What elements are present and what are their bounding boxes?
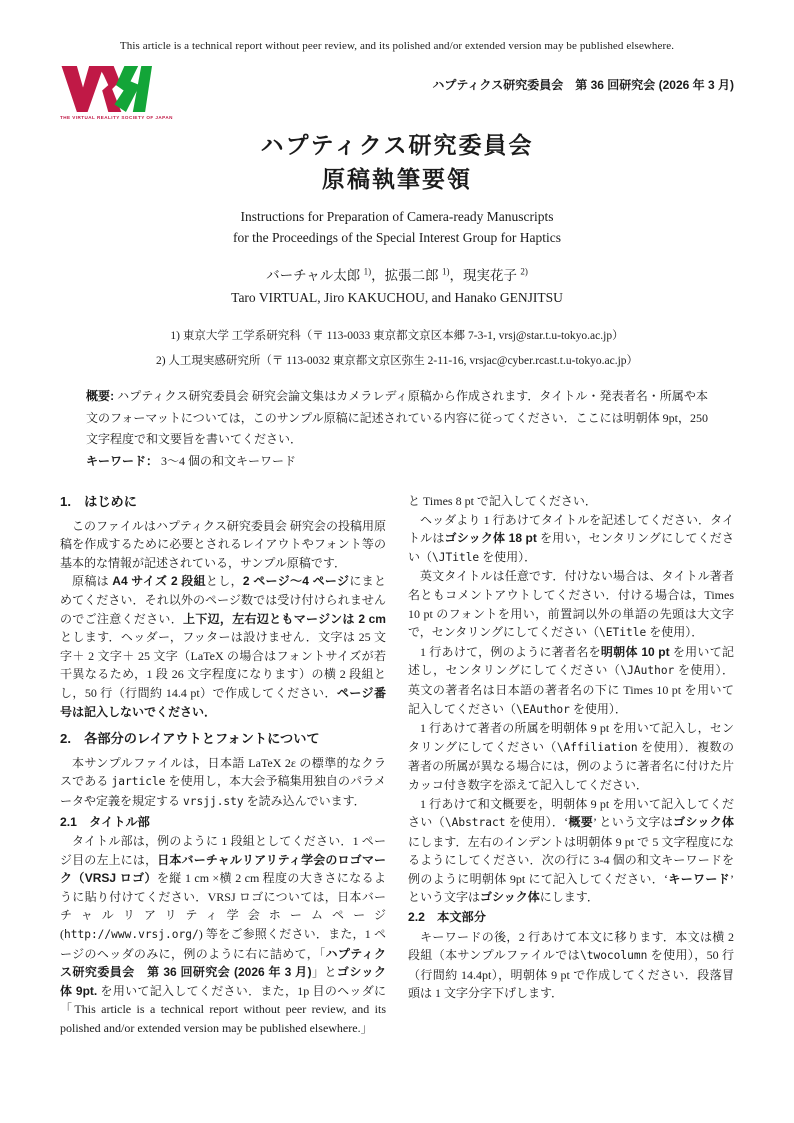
paragraph: 原稿は A4 サイズ 2 段組とし，2 ページ〜4 ページにまとめてください．それ以外のページ数では受け付けられませんのでご注意ください．上下辺，左右辺ともマージンは 2 cm とします．ヘッダー，フッターは設けません．文字は 25 文字＋ 2 文字＋ 25 文字（LaTeX の場合はフォントサイズが若干異なるため，1 段 26 文字程度になります）の横 2 段組とし，50 行（行間約 14.4 pt）で作成してください．ページ番号は記入しないでください． bbox=[60, 574, 386, 719]
english-title-line1: Instructions for Preparation of Camera-ready Manuscripts bbox=[240, 209, 554, 224]
affiliation-line-2: 2) 人工現実感研究所（〒 113-0032 東京都文京区弥生 2-11-16, vrsjac@cyber.rcast.t.u-tokyo.ac.jp） bbox=[155, 355, 639, 367]
paragraph: タイトル部は，例のように 1 段組としてください．1 ページ目の左上には，日本バーチャルリアリティ学会のロゴマーク（VRSJ ロゴ）を縦 1 cm ×横 2 cm 程度の大きさになるように貼り付けてください．VRSJ ロゴについては，日本バーチャルリアリティ学会ホームページ (http://www.vrsj.org/) 等をご参照ください．また，1 ページのヘッダのみに，例のように右に詰めて，「ハプティクス研究委員会 第 36 回研究会 (2026 年 3 月)」とゴシック体 9pt. を用いて記入してください．また，1p 目のヘッダに「This article is a technical report without peer review, and its polished and/or extended version may be published elsewhere.」 bbox=[60, 834, 387, 1036]
header-row bbox=[60, 64, 734, 120]
logo-v-shape bbox=[62, 66, 104, 112]
vrsj-logo-caption: THE VIRTUAL REALITY SOCIETY OF JAPAN bbox=[60, 115, 173, 120]
paragraph: ヘッダより 1 行あけてタイトルを記述してください．タイトルはゴシック体 18 pt を用い，センタリングにしてください（\JTitle を使用）． bbox=[408, 512, 734, 564]
abstract-body: 概要: ハプティクス研究委員会 研究会論文集はカメラレディ原稿から作成されます．タイトル・発表者名・所属や本文のフォーマットについては，このサンプル原稿に記述されている内容に従ってください．ここには明朝体 9pt，250 文字程度で和文要旨を書いてください． bbox=[86, 389, 708, 446]
japanese-title bbox=[60, 128, 734, 196]
english-authors: Taro VIRTUAL, Jiro KAKUCHOU, and Hanako GENJITSU bbox=[231, 290, 563, 305]
affiliation-line-1: 1) 東京大学 工学系研究科（〒 113-0033 東京都文京区本郷 7-3-1, vrsj@star.t.u-tokyo.ac.jp） bbox=[170, 330, 624, 342]
english-title-line2: for the Proceedings of the Special Interest Group for Haptics bbox=[232, 230, 562, 245]
english-title bbox=[60, 206, 734, 248]
right-column bbox=[408, 492, 734, 1038]
vrsj-logo-icon bbox=[60, 64, 152, 114]
paragraph: 1 行あけて和文概要を，明朝体 9 pt を用いて記入してください（\Abstract を使用）．‘概要’ という文字はゴシック体にします．左右のインデントは明朝体 9 pt で 5 文字程度になるようにしてください．次の行に 3-4 個の和文キーワードを例のように明朝体 9pt にて記入してください．‘キーワード’ という文字はゴシック体にします． bbox=[408, 796, 734, 905]
japanese-title-line2: 原稿執筆要領 bbox=[322, 166, 472, 192]
section-heading: 2. 各部分のレイアウトとフォントについて bbox=[60, 731, 320, 747]
japanese-authors: バーチャル太郎 $^{1)}$，拡張二郎 $^{1)}$，現実花子 $^{2)}$ bbox=[266, 266, 528, 283]
subsection-heading: 2.2 本文部分 bbox=[408, 910, 486, 925]
header-notice: This article is a technical report without peer review, and its polished and/or extended version may be published elsewhere. bbox=[119, 40, 675, 52]
paragraph: このファイルはハプティクス研究委員会 研究会の投稿用原稿を作成するために必要とされるレイアウトやフォント等の基本的な情報が記述されている，サンプル原稿です． bbox=[60, 518, 386, 570]
japanese-title-line1: ハプティクス研究委員会 bbox=[260, 132, 534, 158]
paragraph: 英文タイトルは任意です．付けない場合は、タイトル著者名ともコメントアウトしてください．付ける場合は，Times 10 pt のフォントを用い，前置詞以外の単語の先頭は大文字で，センタリングにしてください（\ETitle を使用）． bbox=[408, 569, 734, 640]
paragraph: 本サンプルファイルは，日本語 LaTeX 2ε の標準的なクラスである jarticle を使用し，本大会予稿集用独自のパラメータや定義を規定する vrsjj.sty を読み込んでいます． bbox=[60, 755, 386, 808]
body-columns bbox=[60, 492, 734, 1038]
abstract-keywords: キーワード： 3〜4 個の和文キーワード bbox=[86, 453, 297, 468]
subsection-heading: 2.1 タイトル部 bbox=[60, 814, 150, 829]
paragraph: 1 行あけて，例のように著者名を明朝体 10 pt を用いて記述し，センタリングにしてください（\JAuthor を使用）．英文の著者名は日本語の著者名の下に Times 10 pt を用いて記入してください（\EAuthor を使用）． bbox=[408, 644, 734, 716]
paragraph: 1 行あけて著者の所属を明朝体 9 pt を用いて記入し，センタリングにしてください（\Affiliation を使用）．複数の著者の所属が異なる場合には，例のように著者名に付けた片カッコ付き数字を添えて記入してください． bbox=[408, 721, 734, 792]
left-column bbox=[60, 492, 386, 1038]
header-meeting-info: ハプティクス研究委員会 第 36 回研究会 (2026 年 3 月) bbox=[432, 78, 734, 92]
abstract-block bbox=[86, 386, 708, 472]
paragraph: と Times 8 pt で記入してください． bbox=[408, 494, 597, 508]
paragraph: キーワードの後，2 行あけて本文に移ります．本文は横 2 段組（本サンプルファイルでは\twocolumn を使用），50 行（行間約 14.4pt），明朝体 9 pt で作成してください．段落冒頭は 1 文字分字下げします． bbox=[408, 929, 734, 1001]
section-heading: 1. はじめに bbox=[60, 494, 137, 509]
vrsj-logo bbox=[60, 64, 173, 120]
affiliations bbox=[60, 324, 734, 374]
